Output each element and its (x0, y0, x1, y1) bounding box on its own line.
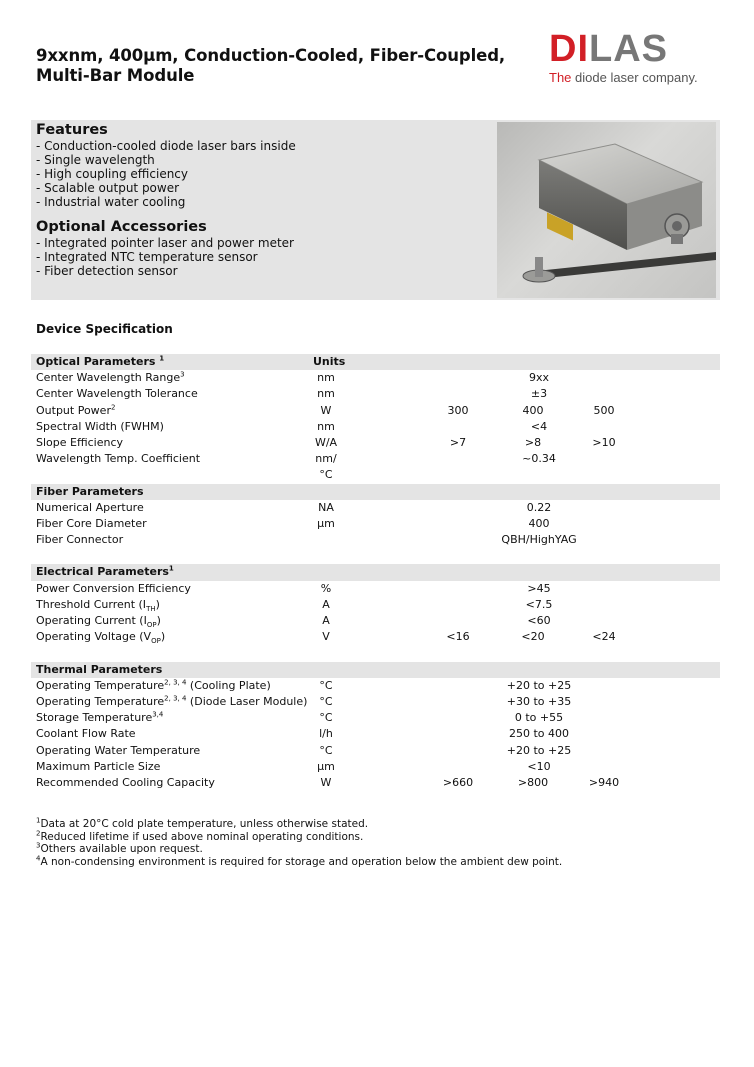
table-row: Operating Temperature$^{2, 3, 4}$ (Diode Laser Module) °C +30 to +35 (36, 694, 572, 708)
spec-table (31, 354, 720, 791)
table-row: Storage Temperature$^{3,4}$ °C 0 to +55 (36, 710, 564, 725)
footnotes (36, 818, 562, 868)
table-row: Slope Efficiency W/A >7 >8 >10 (36, 435, 616, 449)
table-row: Power Conversion Efficiency % >45 (36, 581, 551, 595)
product-photo (497, 122, 716, 298)
table-row: Coolant Flow Rate l/h 250 to 400 (36, 727, 570, 741)
table-row: Center Wavelength Range$^3$ nm 9xx (36, 370, 550, 385)
device-specification-title: Device Specification (36, 322, 173, 336)
accessory-item: - Integrated NTC temperature sensor (36, 250, 258, 264)
feature-item: - Industrial water cooling (36, 195, 186, 209)
feature-item: - High coupling efficiency (36, 167, 189, 181)
table-row: Operating Water Temperature °C +20 to +25 (36, 743, 572, 757)
section-header-fiber: Fiber Parameters (31, 484, 720, 500)
features-panel (31, 120, 720, 300)
table-row: Center Wavelength Tolerance nm ±3 (36, 387, 548, 401)
logo-wordmark: DILAS (549, 28, 668, 70)
table-row: Recommended Cooling Capacity W >660 >800 >940 (36, 775, 620, 789)
table-row: Spectral Width (FWHM) nm <4 (36, 419, 548, 433)
table-row: Wavelength Temp. Coefficient nm/°C ~0.34 (36, 452, 556, 482)
laser-module-illustration (497, 122, 716, 298)
section-header-optical: Optical Parameters $^1$ Units (31, 354, 720, 370)
accessories-heading: Optional Accessories (36, 219, 207, 235)
table-row: Threshold Current $(I_{TH})$ A <7.5 (36, 597, 553, 613)
units-header: Units (313, 355, 346, 368)
logo-tagline: The diode laser company. (549, 70, 698, 85)
dilas-logo (549, 30, 729, 90)
page-title (36, 46, 505, 86)
title-line-2: Multi-Bar Module (36, 66, 195, 85)
footnote: $^2$Reduced lifetime if used above nominal operating conditions. (36, 829, 364, 843)
table-row: Fiber Connector QBH/HighYAG (36, 533, 577, 547)
table-row: Operating Voltage $(V_{OP})$ V <16 <20 <24 (36, 630, 616, 646)
table-row: Operating Temperature$^{2, 3, 4}$ (Cooling Plate) °C +20 to +25 (36, 678, 572, 692)
table-row: Numerical Aperture NA 0.22 (36, 500, 552, 514)
title-line-1: 9xxnm, 400µm, Conduction-Cooled, Fiber-Coupled, (36, 46, 506, 65)
feature-item: - Conduction-cooled diode laser bars inside (36, 139, 296, 153)
accessory-item: - Fiber detection sensor (36, 264, 178, 278)
section-header-electrical: Electrical Parameters$^1$ (31, 564, 720, 580)
footnote: $^4$A non-condensing environment is required for storage and operation below the ambient dew point. (36, 854, 563, 868)
feature-item: - Single wavelength (36, 153, 155, 167)
features-heading: Features (36, 122, 108, 138)
table-row: Output Power$^2$ W 300 400 500 (36, 402, 615, 417)
accessory-item: - Integrated pointer laser and power meter (36, 236, 294, 250)
section-header-thermal: Thermal Parameters (31, 662, 720, 678)
features-text (36, 122, 296, 278)
table-row: Fiber Core Diameter µm 400 (36, 516, 550, 530)
feature-item: - Scalable output power (36, 181, 180, 195)
table-row: Operating Current $(I_{OP})$ A <60 (36, 614, 551, 630)
footnote: $^3$Others available upon request. (36, 841, 203, 855)
table-row: Maximum Particle Size µm <10 (36, 759, 551, 773)
footnote: $^1$Data at 20°C cold plate temperature, unless otherwise stated. (36, 816, 369, 830)
